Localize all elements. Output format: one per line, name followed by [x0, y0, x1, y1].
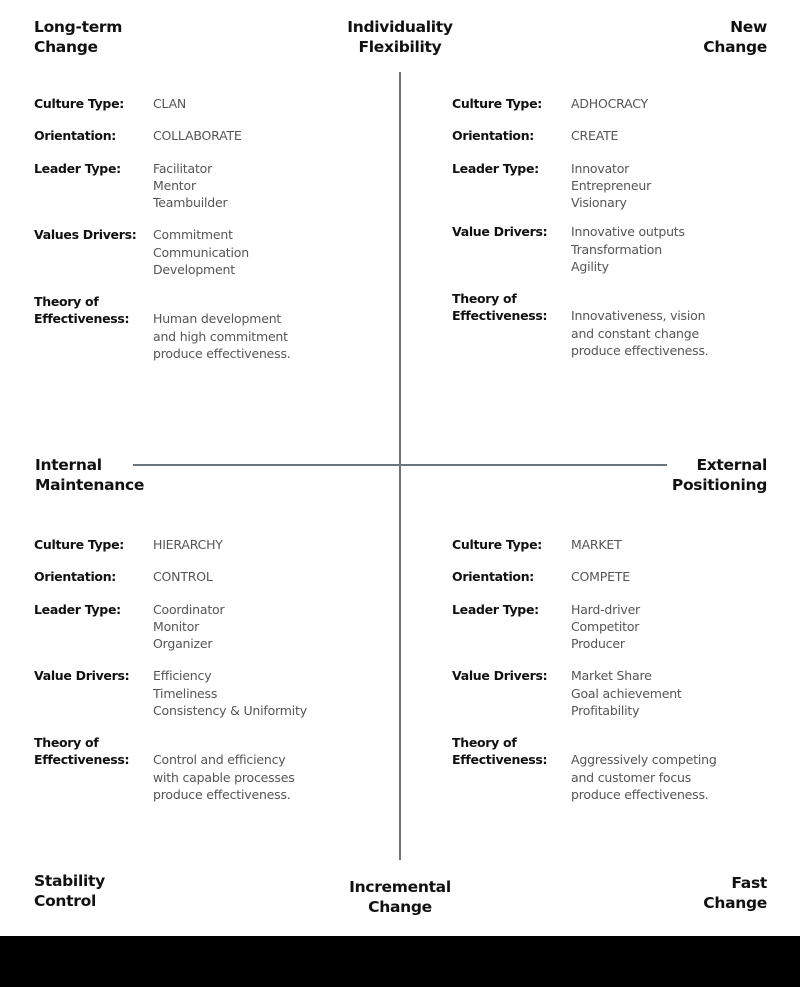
axis-label-middle-left [35, 455, 144, 495]
value-driver: Agility [571, 259, 609, 275]
theory-label-line: Effectiveness: [34, 311, 130, 327]
orientation-label: Orientation: [34, 128, 117, 144]
leader-type: Entrepreneur [571, 177, 652, 193]
leader-type: Producer [571, 636, 625, 652]
horizontal-axis-line [133, 464, 667, 466]
theory-values [571, 307, 709, 359]
axis-text: Change [34, 38, 98, 56]
axis-text: External [696, 456, 767, 474]
theory-line: produce effectiveness. [571, 786, 709, 802]
orientation-value: CONTROL [153, 569, 213, 585]
value-drivers-values [571, 223, 685, 275]
theory-line: Aggressively competing [571, 752, 717, 768]
theory-line: with capable processes [153, 769, 295, 785]
axis-text: Long-term [34, 18, 123, 36]
theory-label-line: Effectiveness: [34, 752, 130, 768]
culture-type-value: MARKET [571, 537, 622, 552]
theory-label [452, 290, 571, 359]
value-driver: Goal achievement [571, 685, 682, 701]
theory-label [34, 293, 153, 362]
theory-label-line: Theory of [452, 291, 517, 307]
axis-text: Control [34, 892, 96, 910]
axis-text: Positioning [671, 476, 767, 494]
theory-line: Control and efficiency [153, 752, 286, 768]
leader-type: Teambuilder [153, 195, 228, 211]
leader-type-values [571, 601, 640, 653]
theory-line: and high commitment [153, 328, 288, 344]
vertical-axis-line [399, 72, 401, 860]
theory-label-line: Effectiveness: [452, 308, 548, 324]
leader-type: Mentor [153, 177, 196, 193]
leader-type: Organizer [153, 636, 213, 652]
value-drivers-label: Value Drivers: [452, 224, 548, 240]
value-driver: Consistency & Uniformity [153, 703, 307, 719]
axis-text: Maintenance [35, 476, 145, 494]
value-drivers-values [153, 226, 249, 278]
theory-label-line: Theory of [452, 735, 517, 751]
culture-type-label: Culture Type: [452, 96, 542, 111]
theory-line: produce effectiveness. [153, 345, 291, 361]
value-driver: Market Share [571, 668, 652, 684]
culture-type-label: Culture Type: [452, 537, 542, 552]
quadrant-hierarchy [34, 536, 364, 818]
theory-line: Innovativeness, vision [571, 308, 706, 324]
value-drivers-values [571, 667, 682, 719]
value-driver: Communication [153, 244, 249, 260]
quadrant-adhocracy [452, 95, 782, 374]
value-driver: Profitability [571, 703, 640, 719]
leader-type: Hard-driver [571, 601, 640, 617]
orientation-label: Orientation: [452, 569, 535, 585]
axis-text: Stability [34, 872, 105, 890]
axis-label-bottom-center [330, 877, 470, 917]
axis-text: Internal [35, 456, 102, 474]
leader-type-label: Leader Type: [452, 160, 539, 176]
axis-label-bottom-right [703, 873, 767, 913]
axis-text: Change [703, 894, 767, 912]
value-driver: Transformation [571, 241, 662, 257]
value-driver: Development [153, 262, 235, 278]
theory-label-line: Theory of [34, 294, 99, 310]
value-drivers-label: Value Drivers: [452, 668, 548, 684]
leader-type-values [153, 601, 224, 653]
axis-text: Change [703, 38, 767, 56]
axis-label-top-center [330, 17, 470, 57]
value-driver: Timeliness [153, 685, 218, 701]
value-drivers-label: Values Drivers: [34, 227, 137, 243]
leader-type-label: Leader Type: [452, 601, 539, 617]
leader-type: Monitor [153, 618, 200, 634]
orientation-value: COLLABORATE [153, 128, 242, 144]
theory-values [571, 751, 717, 803]
theory-line: and constant change [571, 325, 700, 341]
orientation-label: Orientation: [452, 128, 535, 144]
theory-line: Human development [153, 311, 282, 327]
theory-line: produce effectiveness. [153, 786, 291, 802]
value-drivers-values [153, 667, 307, 719]
culture-type-value: HIERARCHY [153, 537, 223, 552]
value-drivers-label: Value Drivers: [34, 668, 130, 684]
axis-text: Incremental [349, 878, 451, 896]
leader-type: Coordinator [153, 601, 225, 617]
theory-line: and customer focus [571, 769, 692, 785]
axis-label-top-right [703, 17, 767, 57]
leader-type-label: Leader Type: [34, 601, 121, 617]
theory-values [153, 310, 291, 362]
theory-label-line: Theory of [34, 735, 99, 751]
axis-text: Individuality [347, 18, 453, 36]
axis-text: Fast [731, 874, 767, 892]
culture-type-label: Culture Type: [34, 96, 124, 111]
bottom-black-bar [0, 936, 800, 987]
theory-values [153, 751, 295, 803]
orientation-value: COMPETE [571, 569, 630, 585]
value-driver: Commitment [153, 227, 233, 243]
value-driver: Innovative outputs [571, 224, 685, 240]
quadrant-clan [34, 95, 364, 377]
culture-type-label: Culture Type: [34, 537, 124, 552]
theory-label [452, 734, 571, 803]
axis-text: Change [368, 898, 432, 916]
axis-text: New [730, 18, 767, 36]
leader-type: Facilitator [153, 160, 213, 176]
leader-type: Competitor [571, 618, 640, 634]
leader-type: Visionary [571, 195, 627, 211]
axis-text: Flexibility [358, 38, 442, 56]
quadrant-market [452, 536, 782, 818]
orientation-value: CREATE [571, 128, 619, 144]
axis-label-top-left [34, 17, 122, 57]
leader-type-values [153, 160, 227, 212]
axis-label-bottom-left [34, 871, 105, 911]
axis-label-middle-right [672, 455, 767, 495]
theory-label-line: Effectiveness: [452, 752, 548, 768]
orientation-label: Orientation: [34, 569, 117, 585]
value-driver: Efficiency [153, 668, 212, 684]
culture-type-value: CLAN [153, 96, 187, 111]
theory-line: produce effectiveness. [571, 342, 709, 358]
leader-type-values [571, 160, 651, 212]
theory-label [34, 734, 153, 803]
culture-type-value: ADHOCRACY [571, 96, 648, 111]
leader-type-label: Leader Type: [34, 160, 121, 176]
leader-type: Innovator [571, 160, 630, 176]
